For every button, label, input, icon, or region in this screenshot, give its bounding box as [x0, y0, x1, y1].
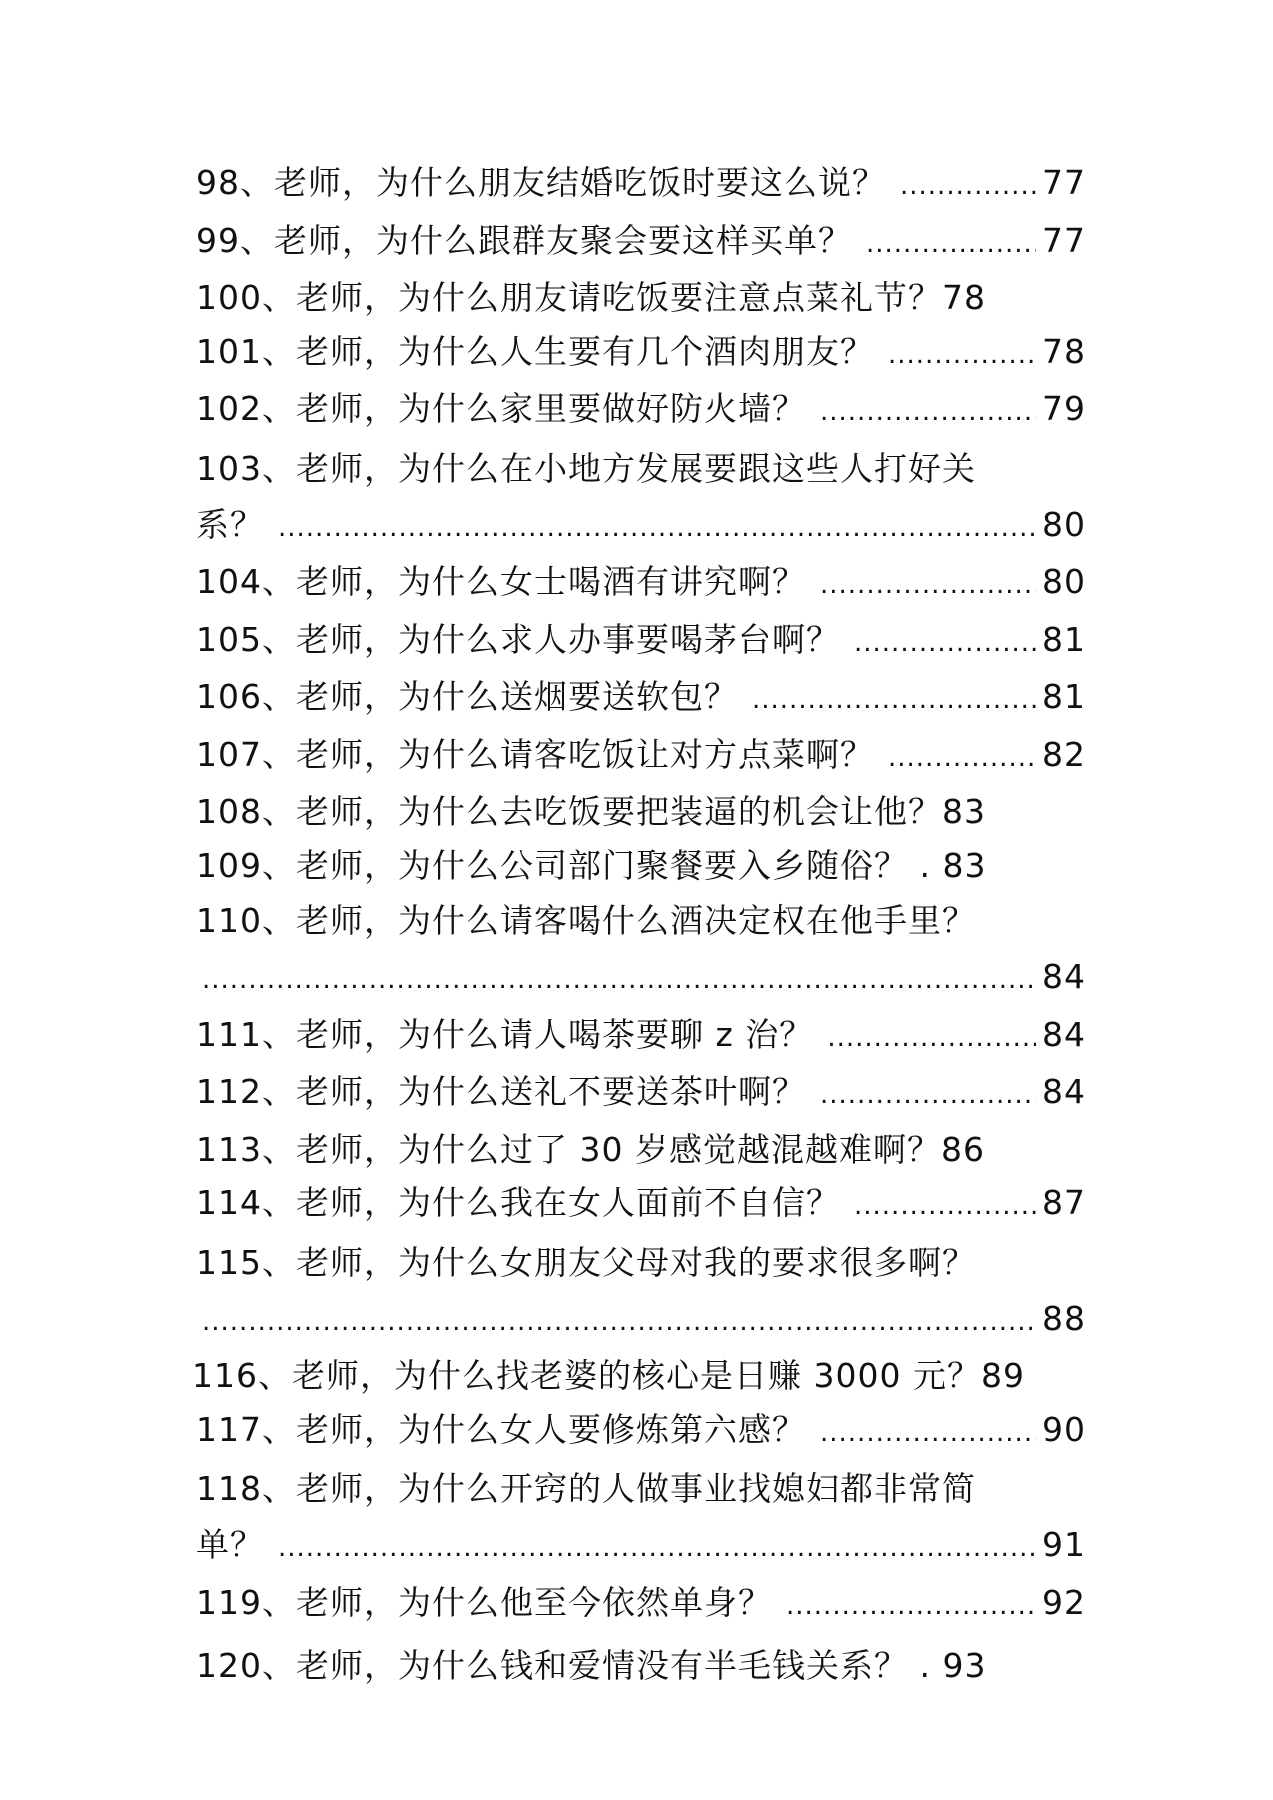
entry-page: . 83 [908, 845, 987, 885]
table-of-contents [192, 156, 1086, 1693]
toc-entry-110[interactable] [196, 892, 1086, 1008]
dot-leader [786, 1580, 1036, 1634]
entry-title: 112、老师，为什么送礼不要送茶叶啊？ [196, 1072, 806, 1111]
entry-title: 99、老师，为什么跟群友聚会要这样买单？ [196, 220, 852, 260]
toc-entry-116[interactable] [192, 1349, 1086, 1403]
entry-title: 101、老师，为什么人生要有几个酒肉朋友？ [196, 331, 874, 371]
entry-page: 86 [940, 1129, 985, 1169]
dot-leader [820, 386, 1036, 440]
entry-title: 100、老师，为什么朋友请吃饭要注意点菜礼节？ [196, 278, 942, 317]
toc-entry-107[interactable] [196, 728, 1086, 786]
entry-title: 103、老师，为什么在小地方发展要跟这些人打好关 [196, 448, 976, 488]
toc-entry-105[interactable] [196, 613, 1086, 671]
entry-title: 113、老师，为什么过了 30 岁感觉越混越难啊？ [196, 1129, 941, 1169]
dot-leader [854, 617, 1036, 671]
toc-entry-112[interactable] [196, 1065, 1086, 1123]
toc-entry-118[interactable] [196, 1460, 1086, 1576]
entry-page: 77 [1042, 163, 1086, 202]
entry-page: 78 [1042, 331, 1086, 371]
toc-entry-103[interactable] [196, 440, 1086, 556]
toc-entry-101[interactable] [196, 325, 1086, 383]
entry-title-continued: 系？ [196, 504, 264, 544]
entry-page: 87 [1042, 1183, 1086, 1222]
toc-entry-104[interactable] [196, 555, 1086, 613]
dot-leader [900, 160, 1036, 214]
dot-leader [202, 954, 1036, 1008]
entry-title: 106、老师，为什么送烟要送软包？ [196, 677, 738, 716]
dot-leader [820, 559, 1036, 613]
toc-entry-100[interactable] [196, 271, 1086, 325]
entry-title: 105、老师，为什么求人办事要喝茅台啊？ [196, 619, 840, 659]
dot-leader [888, 329, 1036, 383]
entry-title: 110、老师，为什么请客喝什么酒决定权在他手里？ [196, 901, 976, 940]
entry-page: 89 [980, 1356, 1025, 1395]
toc-entry-109[interactable] [196, 839, 1086, 893]
entry-page: 78 [942, 278, 986, 317]
entry-page: 81 [1042, 677, 1086, 716]
toc-entry-120[interactable] [196, 1639, 1086, 1693]
entry-title: 115、老师，为什么女朋友父母对我的要求很多啊？ [196, 1242, 976, 1282]
entry-title: 107、老师，为什么请客吃饭让对方点菜啊？ [196, 734, 874, 774]
dot-leader [827, 1012, 1036, 1066]
entry-page: 91 [1042, 1525, 1086, 1564]
entry-page: 80 [1042, 562, 1086, 601]
toc-entry-98[interactable] [196, 156, 1086, 214]
dot-leader [888, 732, 1036, 786]
entry-title: 111、老师，为什么请人喝茶要聊 z 治？ [196, 1014, 814, 1054]
entry-page: 92 [1042, 1582, 1086, 1622]
dot-leader [752, 674, 1036, 728]
toc-entry-102[interactable] [196, 382, 1086, 440]
entry-title: 120、老师，为什么钱和爱情没有半毛钱关系？ [196, 1646, 908, 1685]
entry-page: 80 [1042, 504, 1086, 544]
toc-entry-113[interactable] [196, 1123, 1086, 1177]
entry-title-continued: 单？ [196, 1525, 264, 1564]
entry-page: . 93 [908, 1646, 987, 1685]
entry-title: 109、老师，为什么公司部门聚餐要入乡随俗？ [196, 845, 908, 885]
toc-entry-114[interactable] [196, 1176, 1086, 1234]
entry-title: 108、老师，为什么去吃饭要把装逼的机会让他？ [196, 792, 942, 831]
entry-title: 98、老师，为什么朋友结婚吃饭时要这么说？ [196, 163, 886, 202]
dot-leader [820, 1407, 1036, 1461]
entry-page: 83 [942, 792, 986, 831]
dot-leader [278, 1522, 1036, 1576]
entry-page: 79 [1042, 389, 1086, 428]
toc-entry-119[interactable] [196, 1576, 1086, 1634]
dot-leader [202, 1296, 1036, 1350]
entry-page: 84 [1042, 1072, 1086, 1111]
entry-page: 77 [1042, 220, 1086, 260]
entry-page: 90 [1042, 1409, 1086, 1449]
entry-title: 104、老师，为什么女士喝酒有讲究啊？ [196, 562, 806, 601]
entry-title: 102、老师，为什么家里要做好防火墙？ [196, 389, 806, 428]
toc-entry-111[interactable] [196, 1008, 1086, 1066]
toc-entry-115[interactable] [196, 1234, 1086, 1350]
toc-entry-108[interactable] [196, 785, 1086, 839]
entry-title: 118、老师，为什么开窍的人做事业找媳妇都非常简 [196, 1469, 976, 1508]
entry-page: 81 [1042, 619, 1086, 659]
entry-title: 116、老师，为什么找老婆的核心是日赚 3000 元？ [192, 1356, 981, 1395]
entry-title: 119、老师，为什么他至今依然单身？ [196, 1582, 772, 1622]
entry-title: 114、老师，为什么我在女人面前不自信？ [196, 1183, 840, 1222]
toc-entry-117[interactable] [196, 1403, 1086, 1461]
dot-leader [866, 218, 1036, 272]
dot-leader [854, 1180, 1036, 1234]
entry-page: 84 [1042, 957, 1086, 996]
entry-title: 117、老师，为什么女人要修炼第六感？ [196, 1409, 806, 1449]
entry-page: 82 [1042, 734, 1086, 774]
dot-leader [820, 1069, 1036, 1123]
dot-leader [278, 502, 1036, 556]
entry-page: 88 [1042, 1298, 1086, 1338]
entry-page: 84 [1042, 1014, 1086, 1054]
toc-entry-106[interactable] [196, 670, 1086, 728]
toc-entry-99[interactable] [196, 214, 1086, 272]
